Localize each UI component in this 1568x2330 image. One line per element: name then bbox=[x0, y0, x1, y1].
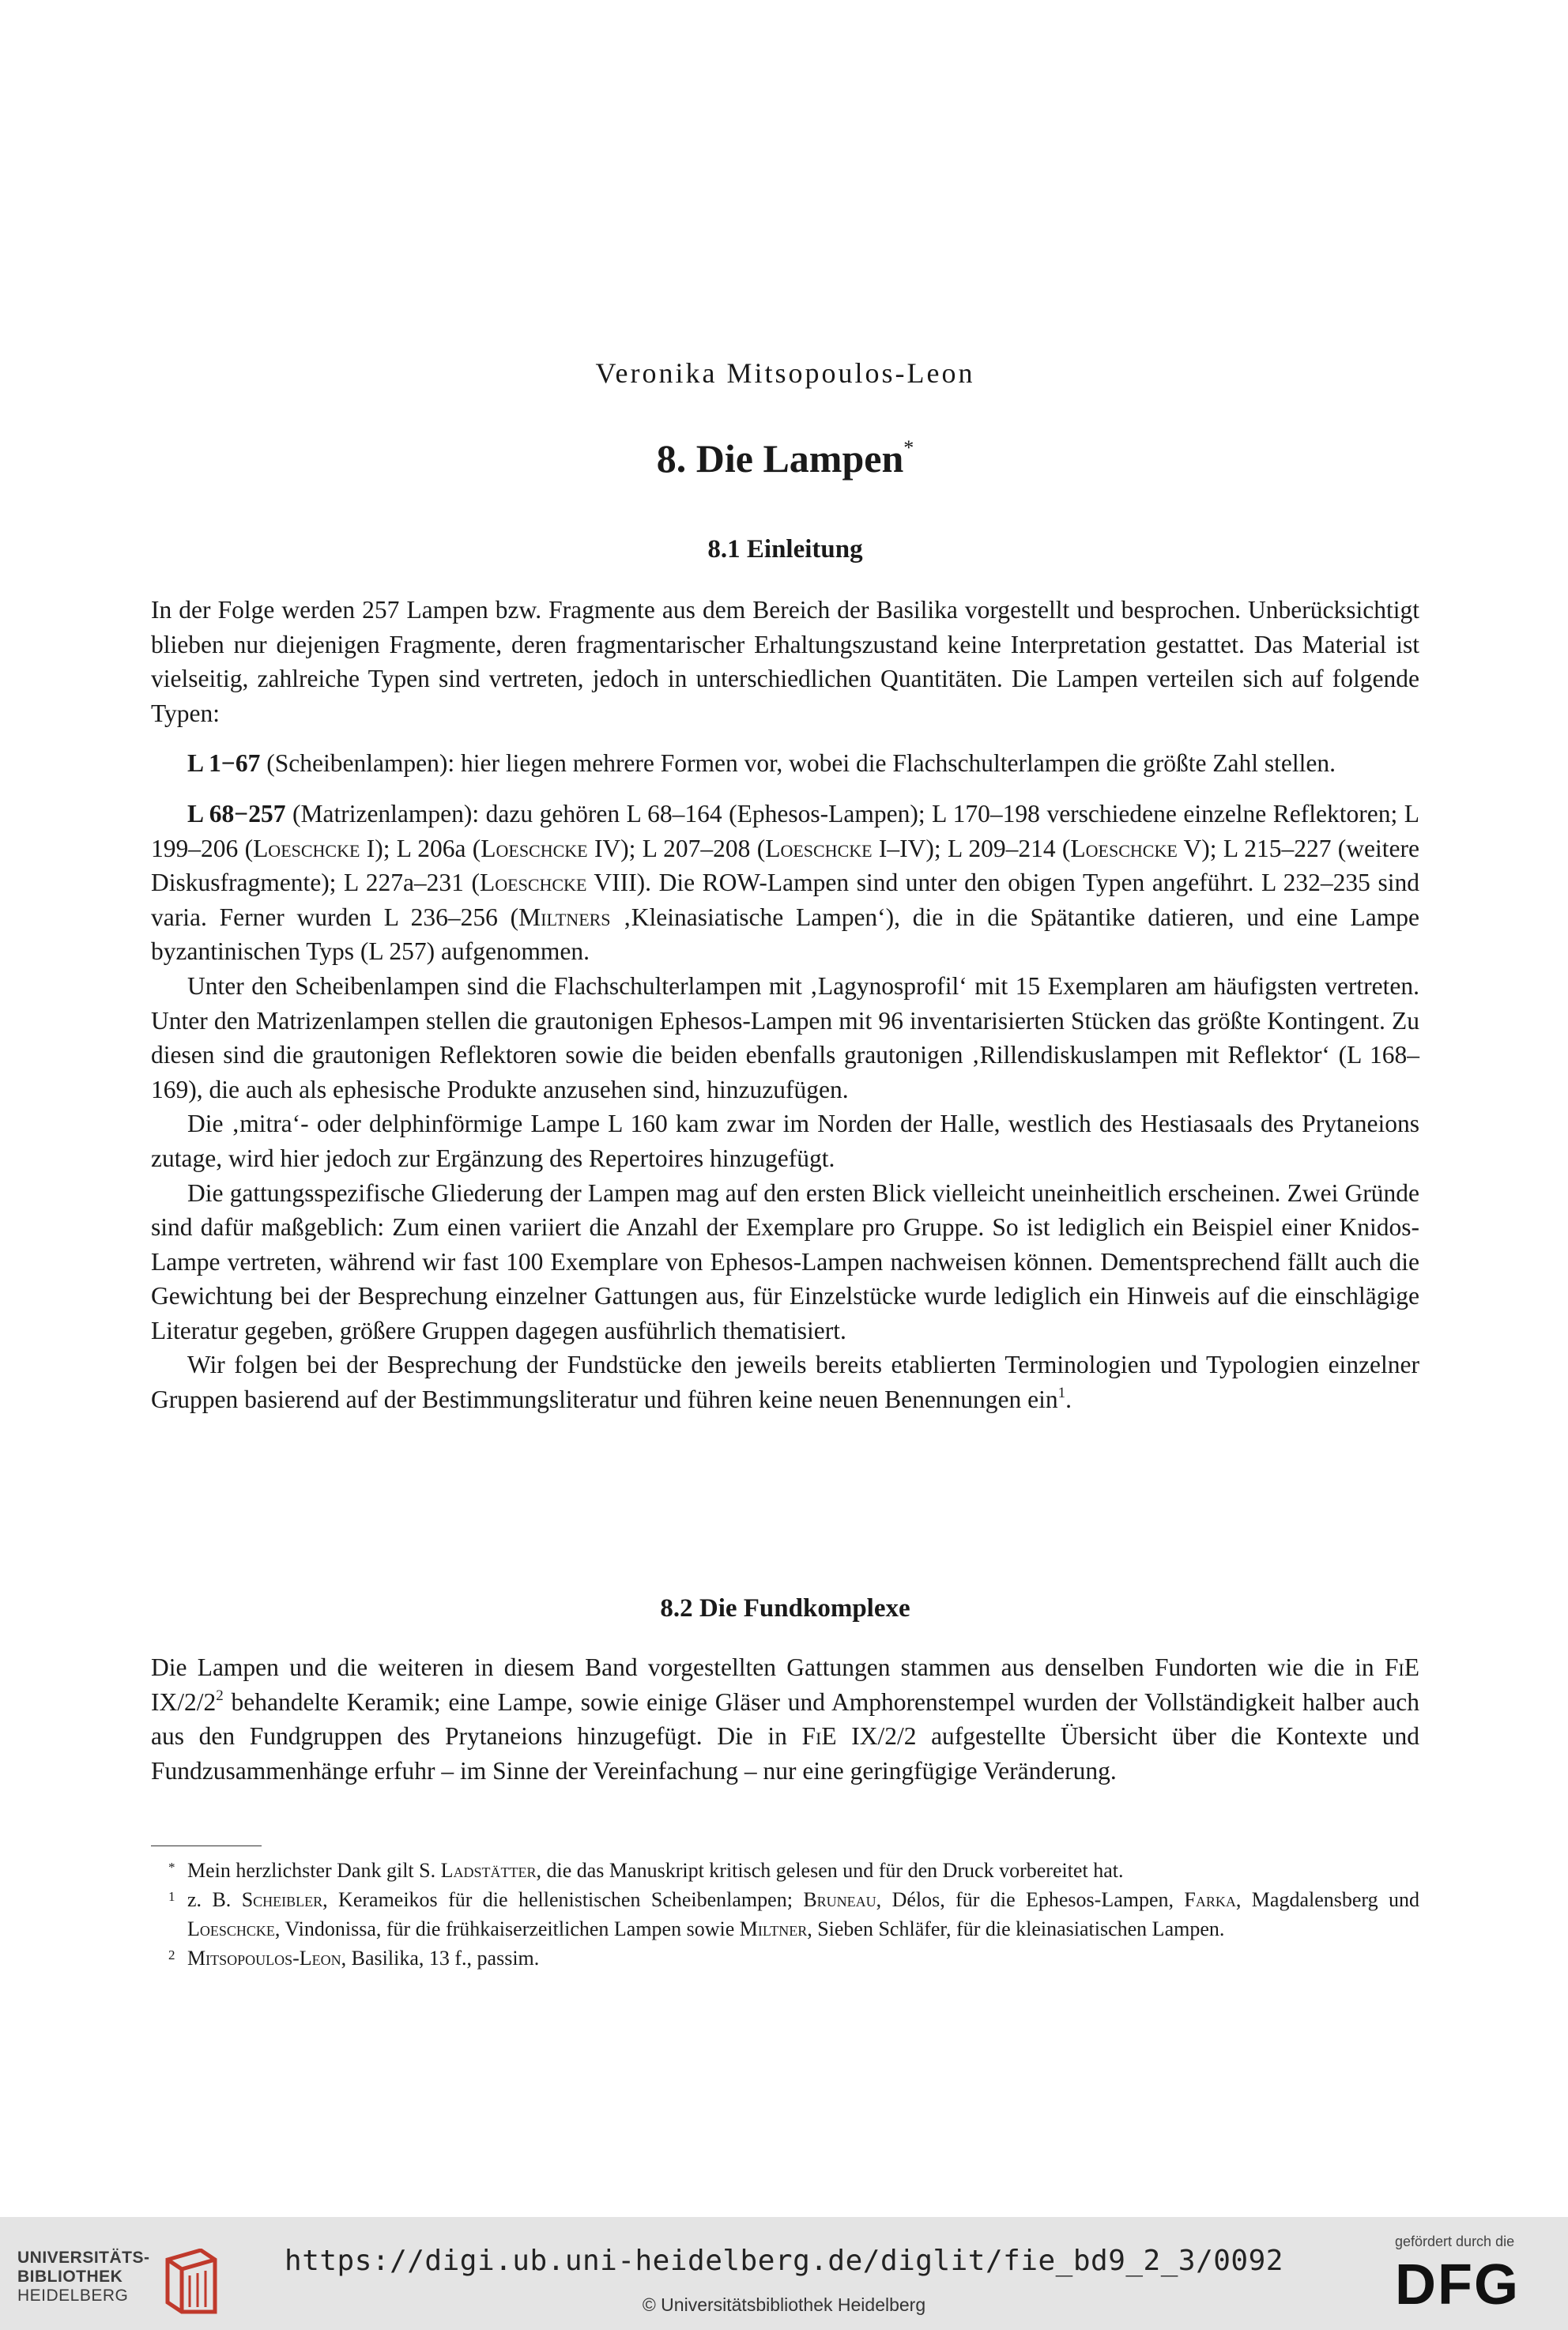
paragraph-fundkomplexe bbox=[151, 1650, 1419, 1788]
footnote-mark: 1 bbox=[168, 1889, 175, 1904]
author-ref-miltners: Miltners bbox=[518, 903, 611, 931]
footnotes bbox=[151, 1856, 1419, 1973]
paragraph-text: IX/2/2 bbox=[151, 1687, 217, 1716]
footnote-mark: 2 bbox=[168, 1947, 175, 1962]
section-body-einleitung bbox=[151, 593, 1419, 1417]
author-ref-ladstaetter: Ladstätter bbox=[440, 1859, 537, 1882]
author-ref-bruneau: Bruneau bbox=[803, 1888, 876, 1911]
footnote-ref-1[interactable]: 1 bbox=[1057, 1385, 1066, 1402]
footnote-ref-2[interactable]: 2 bbox=[216, 1687, 224, 1704]
footnote-text: Mein herzlichster Dank gilt S. bbox=[187, 1859, 441, 1882]
footnote-2 bbox=[151, 1944, 1419, 1973]
paragraph-text: behandelte Keramik; eine Lampe, sowie einige Gläser und Amphorenstempel wurden der Vollständigkeit halber auch aus den Fundgruppen des Prytaneions hinzugefügt. Die in bbox=[151, 1687, 1419, 1751]
chapter-title bbox=[151, 420, 1419, 486]
type-text: I–IV); L 209–214 ( bbox=[872, 834, 1071, 862]
author-ref-loeschcke: Loeschcke bbox=[253, 834, 360, 862]
footnote-mark: * bbox=[168, 1860, 175, 1875]
logo-line: HEIDELBERG bbox=[17, 2287, 129, 2305]
paragraph-type-scheibenlampen bbox=[151, 746, 1419, 781]
footnote-text: , die das Manuskript kritisch gelesen und für den Druck vorbereitet hat. bbox=[536, 1859, 1124, 1882]
paragraph-terminologie bbox=[151, 1348, 1419, 1416]
footnote-text: z. B. bbox=[187, 1888, 242, 1911]
type-label-l68-257: L 68−257 bbox=[187, 799, 286, 828]
author-ref-loeschcke: Loeschcke bbox=[480, 869, 587, 897]
series-ref-fie: FiE bbox=[801, 1722, 837, 1751]
logo-line: BIBLIOTHEK bbox=[17, 2268, 123, 2286]
footnote-text: , Basilika, 13 f., passim. bbox=[341, 1947, 540, 1970]
footnote-text: , Kerameikos für die hellenistischen Scheibenlampen; bbox=[322, 1888, 804, 1911]
logo-line: UNIVERSITÄTS- bbox=[17, 2249, 150, 2267]
author-ref-miltner: Miltner bbox=[739, 1917, 808, 1940]
chapter-footnote-mark[interactable]: * bbox=[903, 436, 914, 459]
paragraph-text: Wir folgen bei der Besprechung der Fundstücke den jeweils bereits etablierten Terminologien und Typologien einzelner Gruppen basierend auf der Bestimmungsliteratur und führen keine neuen Benennungen ein bbox=[151, 1351, 1419, 1414]
author-ref-loeschcke: Loeschcke bbox=[1070, 834, 1178, 862]
paragraph-mitra-lampe: Die ‚mitra‘- oder delphinförmige Lampe L 160 kam zwar im Norden der Halle, westlich des Hestiasaals des Prytaneions zutage, wird hier jedoch zur Ergänzung des Repertoires hinzugefügt. bbox=[151, 1110, 1419, 1172]
dfg-funding-logo[interactable] bbox=[1395, 2233, 1553, 2317]
type-text: V); L 215–227 (weitere Diskusfragmente); L 227a–231 ( bbox=[151, 834, 1419, 897]
type-text: I); L 206a ( bbox=[360, 834, 481, 862]
footnote-star bbox=[151, 1856, 1419, 1885]
copyright-notice: © Universitätsbibliothek Heidelberg bbox=[642, 2294, 926, 2315]
author-ref-scheibler: Scheibler bbox=[241, 1888, 323, 1911]
type-text: IV); L 207–208 ( bbox=[587, 834, 766, 862]
digitization-footer-bar bbox=[0, 2217, 1568, 2330]
type-label-l1-67: L 1−67 bbox=[187, 749, 261, 778]
author-ref-loeschcke: Loeschcke bbox=[187, 1917, 275, 1940]
footnote-text: , Magdalensberg und bbox=[1235, 1888, 1419, 1911]
paragraph-scheibenlampen: Unter den Scheibenlampen sind die Flachschulterlampen mit ‚Lagynosprofil‘ mit 15 Exemplaren am häufigsten vertreten. Unter den Matrizenlampen stellen die grautonigen Ephesos-Lampen mit 96 inventarisierten Stücken das größte Kontingent. Zu diesen sind die grautonigen Reflektoren sowie die beiden ebenfalls grautonigen ‚Rillendiskuslampen mit Reflektor‘ (L 168–169), die auch als ephesische Produkte anzusehen sind, hinzuzufügen. bbox=[151, 971, 1419, 1103]
series-ref-fie: FiE bbox=[1384, 1653, 1419, 1681]
type-text: (Matrizenlampen): dazu gehören L 68–164 (Ephesos-Lampen); L 170–198 verschiedene einzelne Reflektoren; L 199–206 ( bbox=[151, 799, 1419, 862]
chapter-title-text: 8. Die Lampen bbox=[656, 436, 904, 481]
dfg-caption: gefördert durch die bbox=[1395, 2234, 1515, 2249]
section-body-fundkomplexe bbox=[151, 1650, 1419, 1788]
section-heading-einleitung: 8.1 Einleitung bbox=[707, 535, 863, 564]
source-url[interactable]: https://digi.ub.uni-heidelberg.de/diglit/fie_bd9_2_3/0092 bbox=[285, 2245, 1283, 2277]
paragraph-type-matrizenlampen bbox=[151, 797, 1419, 969]
footnote-text: , Sieben Schläfer, für die kleinasiatischen Lampen. bbox=[807, 1917, 1225, 1940]
type-text: VIII). Die ROW-Lampen sind unter den obigen Typen angeführt. L 232–235 sind varia. Ferner wurden L 236–256 ( bbox=[151, 869, 1419, 931]
paragraph-text: Die Lampen und die weiteren in diesem Band vorgestellten Gattungen stammen aus denselben Fundorten wie die in bbox=[151, 1653, 1385, 1681]
footnote-text: , Vindonissa, für die frühkaiserzeitlichen Lampen sowie bbox=[274, 1917, 740, 1940]
author-ref-mitsopoulos-leon: Mitsopoulos-Leon bbox=[187, 1947, 341, 1970]
author-ref-farka: Farka bbox=[1184, 1888, 1236, 1911]
paragraph-text: . bbox=[1065, 1386, 1072, 1414]
paragraph-intro: In der Folge werden 257 Lampen bzw. Fragmente aus dem Bereich der Basilika vorgestellt und besprochen. Unberücksichtigt blieben nur diejenigen Fragmente, deren fragmentarischer Erhaltungszustand keine Interpretation gestattet. Das Material ist vielseitig, zahlreiche Typen sind vertreten, jedoch in unterschiedlichen Quantitäten. Die Lampen verteilen sich auf folgende Typen: bbox=[151, 596, 1419, 727]
dfg-wordmark: DFG bbox=[1395, 2253, 1520, 2317]
footnote-text: , Délos, für die Ephesos-Lampen, bbox=[876, 1888, 1185, 1911]
author-name: Veronika Mitsopoulos-Leon bbox=[595, 357, 975, 389]
type-text: (Scheibenlampen): hier liegen mehrere Formen vor, wobei die Flachschulterlampen die größte Zahl stellen. bbox=[260, 749, 1336, 778]
type-text: ‚Kleinasiatische Lampen‘), die in die Spätantike datieren, und eine Lampe byzantinischen Typs (L 257) aufgenommen. bbox=[151, 903, 1419, 966]
footnote-1 bbox=[151, 1885, 1419, 1944]
author-ref-loeschcke: Loeschcke bbox=[481, 834, 588, 862]
paragraph-gliederung: Die gattungsspezifische Gliederung der Lampen mag auf den ersten Blick vielleicht uneinheitlich erscheinen. Zwei Gründe sind dafür maßgeblich: Zum einen variiert die Anzahl der Exemplare pro Gruppe. So ist lediglich ein Beispiel einer Knidos-Lampe vertreten, während wir fast 100 Exemplare von Ephesos-Lampen nachweisen können. Dementsprechend fällt auch die Gewichtung bei der Besprechung einzelner Gattungen aus, für Einzelstücke wurde lediglich ein Hinweis auf die einschlägige Literatur gegeben, größere Gruppen dagegen ausführlich thematisiert. bbox=[151, 1178, 1419, 1344]
section-heading-fundkomplexe: 8.2 Die Fundkomplexe bbox=[660, 1594, 910, 1623]
paragraph-text: IX/2/2 aufgestellte Übersicht über die Kontexte und Fundzusammenhänge erfuhr – im Sinne der Vereinfachung – nur eine geringfügige Veränderung. bbox=[151, 1722, 1419, 1785]
author-ref-loeschcke: Loeschcke bbox=[765, 834, 873, 862]
